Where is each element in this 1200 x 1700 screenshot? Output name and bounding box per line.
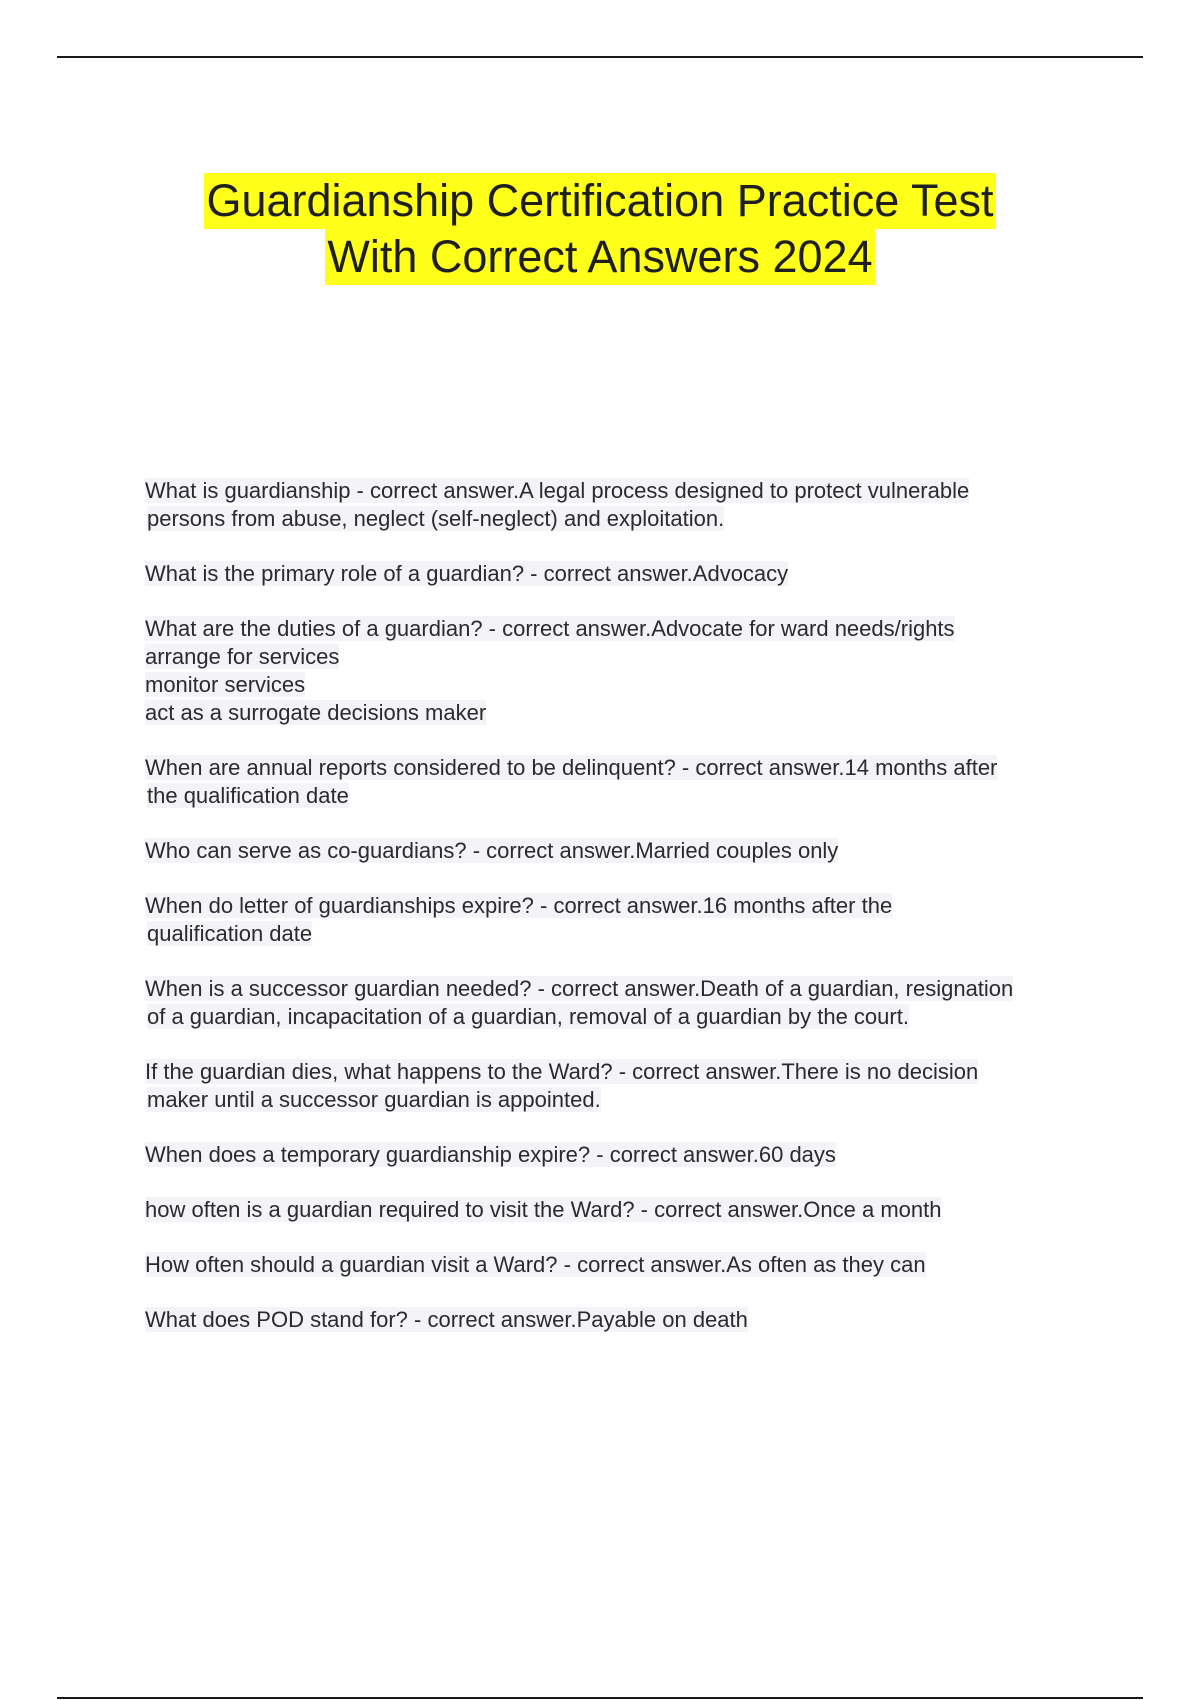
- qa-line-text: What are the duties of a guardian? - correct answer.Advocate for ward needs/rights: [145, 616, 955, 641]
- qa-item: [145, 477, 1095, 533]
- qa-continuation-line: [145, 505, 1095, 533]
- qa-question-line: [145, 1251, 1095, 1279]
- qa-item: [145, 560, 1095, 588]
- qa-question-line: [145, 1141, 1095, 1169]
- qa-item: [145, 975, 1095, 1031]
- qa-list: [145, 477, 1095, 1361]
- qa-line-text: the qualification date: [147, 783, 349, 808]
- qa-continuation-line: [145, 782, 1095, 810]
- top-rule: [57, 56, 1143, 58]
- qa-continuation-line: [145, 643, 1095, 671]
- qa-question-line: [145, 1306, 1095, 1334]
- qa-question-line: [145, 560, 1095, 588]
- qa-item: [145, 1196, 1095, 1224]
- qa-item: [145, 1251, 1095, 1279]
- bottom-rule: [57, 1697, 1143, 1699]
- title-line-1: Guardianship Certification Practice Test: [204, 173, 995, 229]
- qa-continuation-line: [145, 671, 1095, 699]
- qa-line-text: How often should a guardian visit a Ward? - correct answer.As often as they can: [145, 1252, 926, 1277]
- qa-item: [145, 892, 1095, 948]
- qa-line-text: What does POD stand for? - correct answer.Payable on death: [145, 1307, 748, 1332]
- qa-line-text: arrange for services: [145, 644, 340, 669]
- qa-line-text: What is guardianship - correct answer.A legal process designed to protect vulnerable: [145, 478, 970, 503]
- qa-line-text: If the guardian dies, what happens to the Ward? - correct answer.There is no decision: [145, 1059, 979, 1084]
- qa-item: [145, 754, 1095, 810]
- qa-line-text: how often is a guardian required to visit the Ward? - correct answer.Once a month: [145, 1197, 942, 1222]
- qa-line-text: When does a temporary guardianship expire? - correct answer.60 days: [145, 1142, 836, 1167]
- qa-question-line: [145, 615, 1095, 643]
- document-title: [0, 173, 1200, 285]
- qa-question-line: [145, 1196, 1095, 1224]
- qa-line-text: persons from abuse, neglect (self-neglect) and exploitation.: [147, 506, 725, 531]
- qa-line-text: of a guardian, incapacitation of a guardian, removal of a guardian by the court.: [147, 1004, 909, 1029]
- qa-continuation-line: [145, 1086, 1095, 1114]
- qa-line-text: monitor services: [145, 672, 306, 697]
- qa-item: [145, 1306, 1095, 1334]
- qa-line-text: qualification date: [147, 921, 313, 946]
- qa-question-line: [145, 477, 1095, 505]
- qa-continuation-line: [145, 920, 1095, 948]
- qa-question-line: [145, 754, 1095, 782]
- qa-line-text: When do letter of guardianships expire? - correct answer.16 months after the: [145, 893, 893, 918]
- qa-item: [145, 1058, 1095, 1114]
- qa-line-text: act as a surrogate decisions maker: [145, 700, 487, 725]
- qa-continuation-line: [145, 699, 1095, 727]
- qa-question-line: [145, 1058, 1095, 1086]
- title-line-2: With Correct Answers 2024: [325, 229, 874, 285]
- qa-question-line: [145, 892, 1095, 920]
- qa-line-text: When is a successor guardian needed? - correct answer.Death of a guardian, resignation: [145, 976, 1014, 1001]
- qa-line-text: maker until a successor guardian is appointed.: [147, 1087, 601, 1112]
- qa-question-line: [145, 837, 1095, 865]
- qa-item: [145, 837, 1095, 865]
- qa-continuation-line: [145, 1003, 1095, 1031]
- qa-line-text: What is the primary role of a guardian? - correct answer.Advocacy: [145, 561, 789, 586]
- qa-line-text: Who can serve as co-guardians? - correct answer.Married couples only: [145, 838, 839, 863]
- qa-item: [145, 1141, 1095, 1169]
- qa-question-line: [145, 975, 1095, 1003]
- qa-line-text: When are annual reports considered to be delinquent? - correct answer.14 months after: [145, 755, 998, 780]
- qa-item: [145, 615, 1095, 727]
